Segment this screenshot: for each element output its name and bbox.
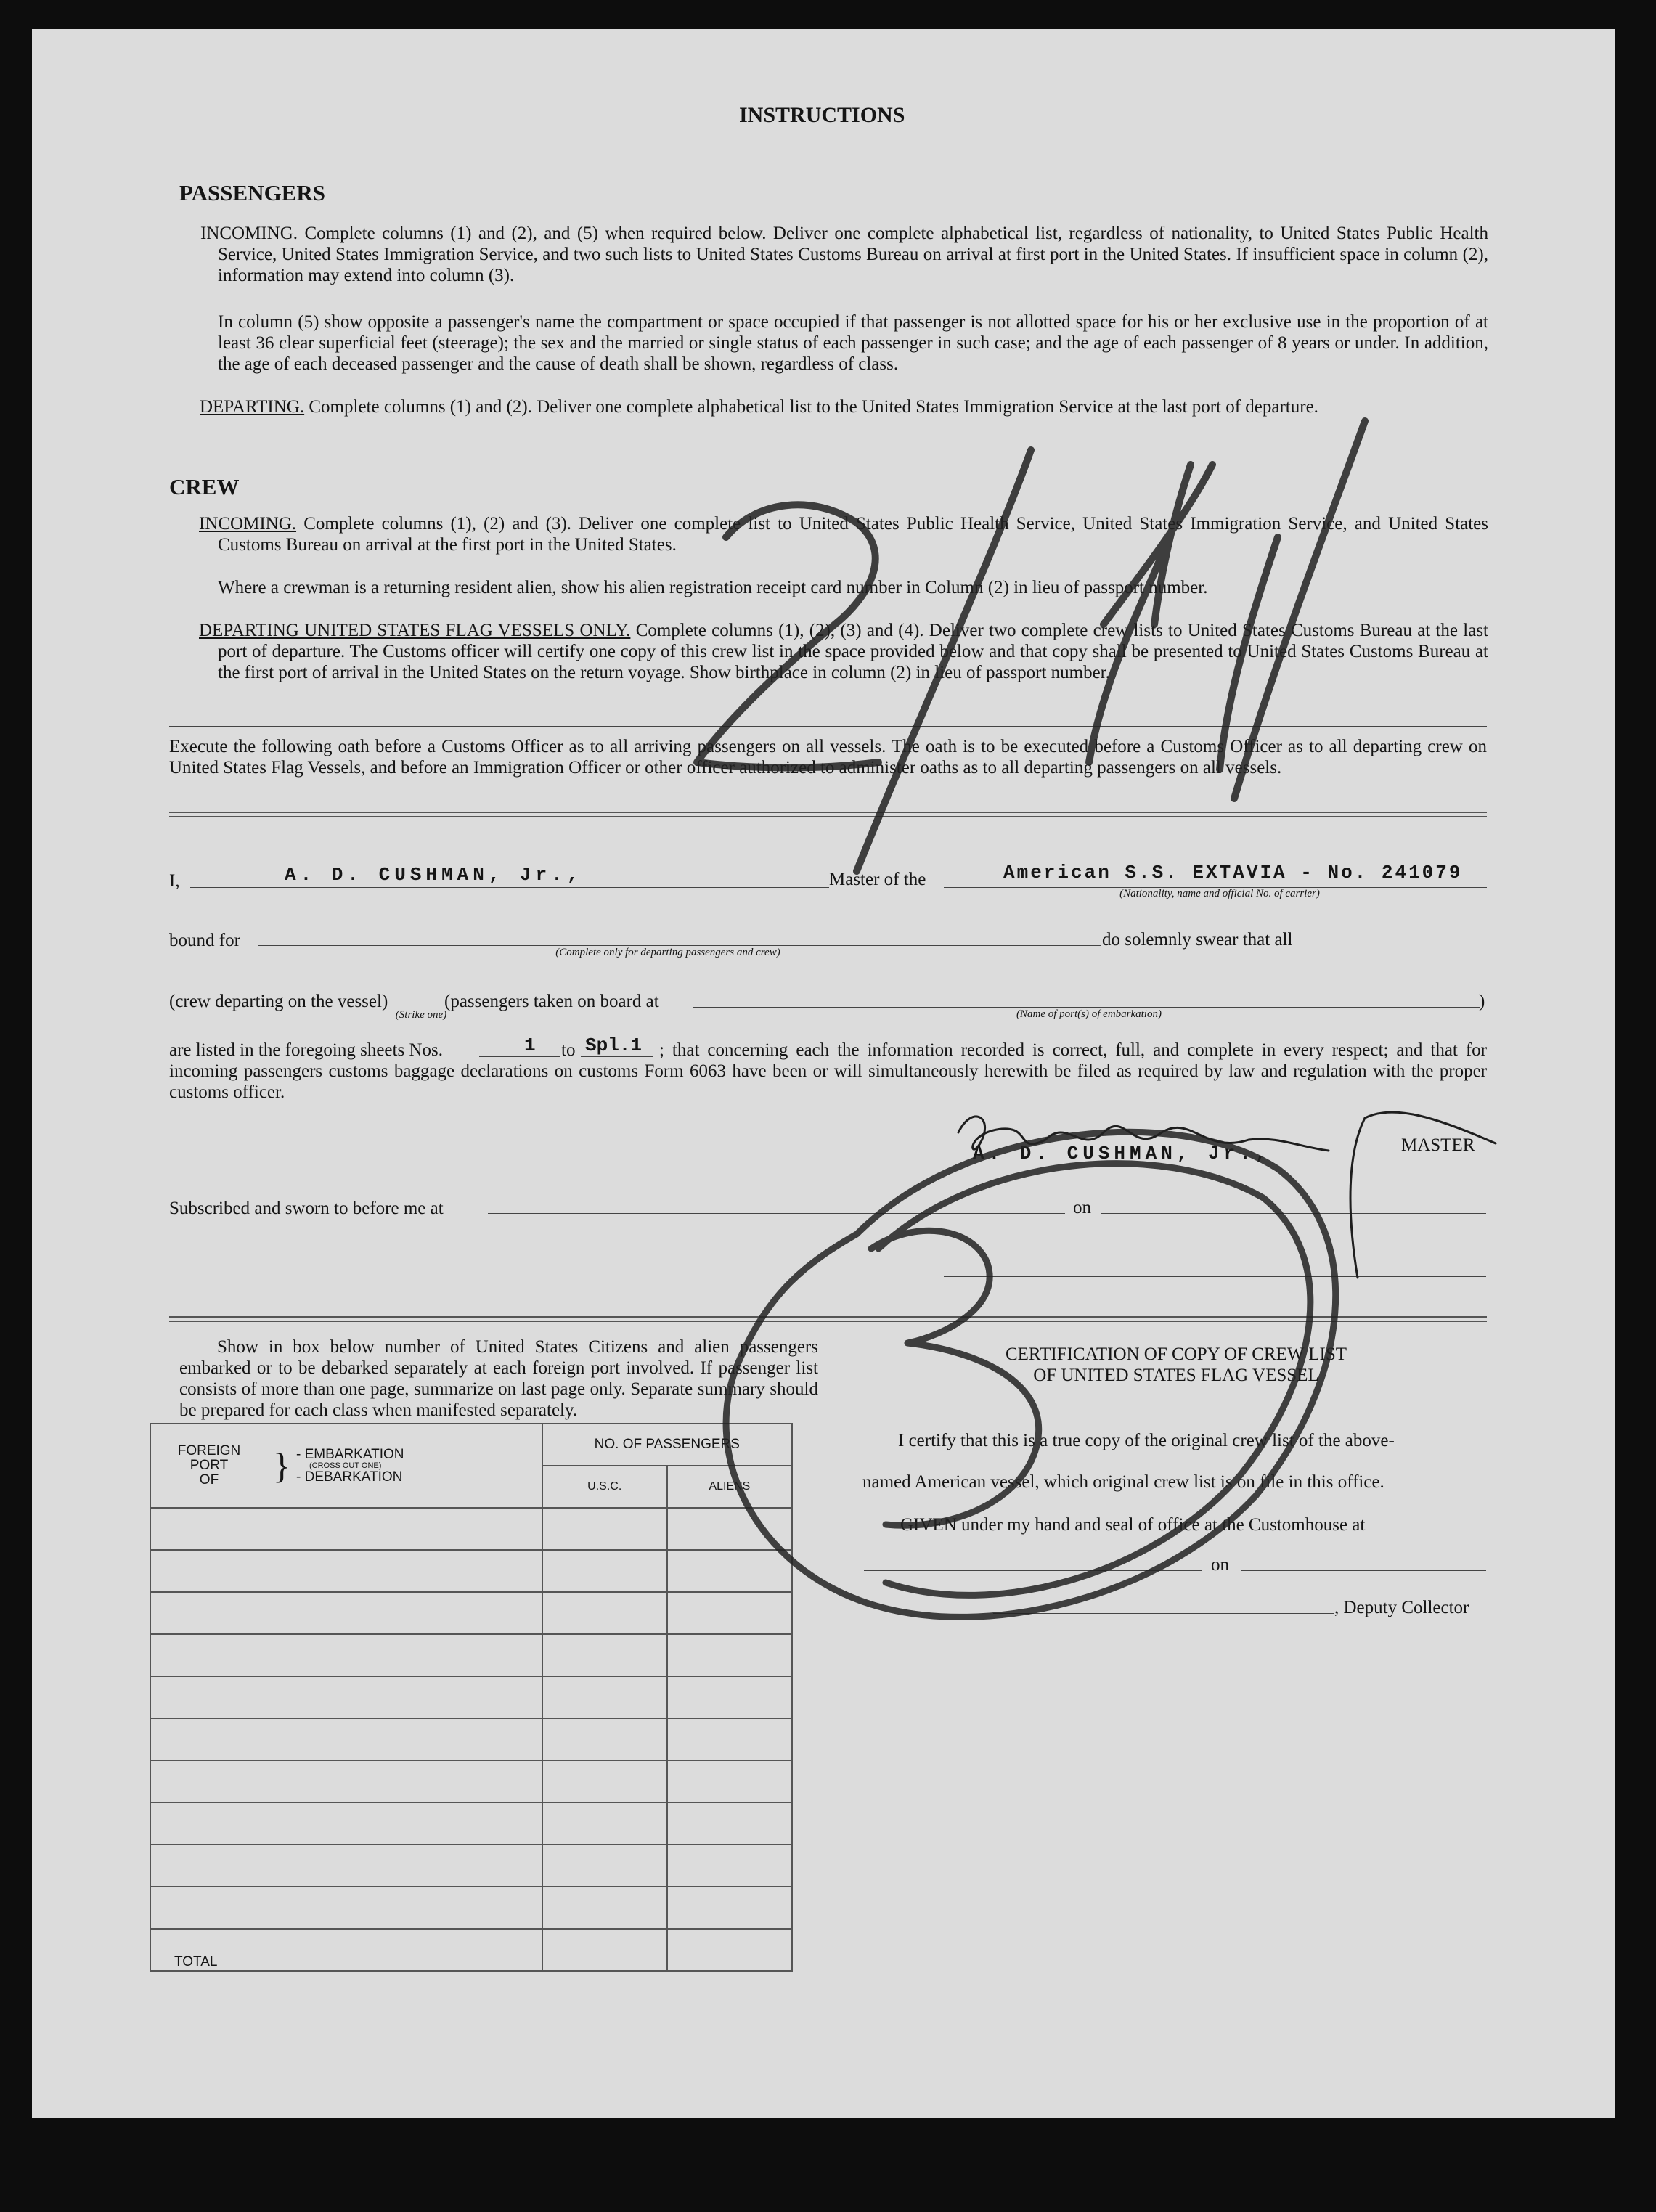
passengers-departing-label: DEPARTING.: [200, 397, 305, 417]
crew-resident-paragraph: Where a crewman is a returning resident alien, show his alien registration receipt card number in Column (2) in lieu of passport number.: [218, 578, 1208, 597]
crew-heading: CREW: [169, 474, 240, 499]
aliens-header: ALIENS: [667, 1466, 792, 1508]
debarkation-option: - DEBARKATION: [296, 1469, 403, 1485]
passengers-departing-text: Complete columns (1) and (2). Deliver one complete alphabetical list to the United States Immigration Service at the last port of departure.: [309, 397, 1318, 417]
certification-title-line1: CERTIFICATION OF COPY OF CREW LIST: [1005, 1344, 1347, 1364]
vessel-caption: (Nationality, name and official No. of carrier): [1119, 888, 1320, 899]
usc-header: U.S.C.: [542, 1466, 667, 1508]
vessel-name: American S.S. EXTAVIA - No. 241079: [1003, 862, 1463, 883]
no-passengers-header: NO. OF PASSENGERS: [542, 1424, 792, 1466]
page-mark-2-11: [697, 421, 1365, 871]
master-label: MASTER: [1401, 1135, 1475, 1155]
passengers-incoming-label: INCOMING.: [200, 224, 298, 243]
close-paren: ): [1479, 992, 1485, 1011]
crew-departing-label: DEPARTING UNITED STATES FLAG VESSELS ONLY.: [199, 621, 631, 640]
deputy-collector-label: , Deputy Collector: [1334, 1598, 1469, 1617]
embarkation-option: - EMBARKATION: [296, 1447, 404, 1462]
subscribed-on-label: on: [1073, 1198, 1091, 1217]
port-header-line: FOREIGN: [177, 1443, 241, 1458]
crew-incoming-text: Complete columns (1), (2) and (3). Deliver one complete list to United States Public Health Service, United States Immigration Service, and United States Customs Bureau on arrival at the first port in the United States.: [218, 514, 1489, 555]
subscribed-label: Subscribed and sworn to before me at: [169, 1199, 444, 1218]
passengers-incoming-text: Complete columns (1) and (2), and (5) when required below. Deliver one complete alphabetical list, regardless of nationality, to United States Public Health Service, United States Immigration Service, and two such lists to United States Customs Bureau on arrival at first port in the United States. If insufficient space in column (2), information may extend into column (3).: [218, 224, 1488, 285]
summary-instructions: Show in box below number of United States Citizens and alien passengers embarked or to be debarked separately at each foreign port involved. If passenger list consists of more than one page, summarize on last page only. Separate summary should be prepared for each class when manifested separately.: [179, 1337, 818, 1420]
listed-text: ; that concerning each the information recorded is correct, full, and complete in every respect; and that for incoming passengers customs baggage declarations on customs Form 6063 have been or will simultaneously herewith be filed as required by law and regulation with the proper customs officer.: [169, 1040, 1487, 1102]
crew-incoming-label: INCOMING.: [199, 514, 297, 534]
master-name: A. D. CUSHMAN, Jr.,: [285, 864, 583, 886]
bound-label: bound for: [169, 931, 240, 950]
crew-departing-choice: (crew departing on the vessel): [169, 992, 388, 1011]
port-header-line: OF: [199, 1472, 219, 1487]
listed-label: are listed in the foregoing sheets Nos.: [169, 1040, 443, 1060]
sheet-from: 1: [524, 1034, 536, 1056]
brace: }: [273, 1445, 290, 1486]
certification-line2: named American vessel, which original crew list is on file in this office.: [862, 1472, 1384, 1492]
ports-caption: (Name of port(s) of embarkation): [1016, 1008, 1162, 1020]
signature-flourish: [1350, 1112, 1496, 1278]
cross-out-note: (CROSS OUT ONE): [309, 1461, 382, 1470]
swear-label: do solemnly swear that all: [1102, 930, 1293, 950]
passengers-taken-choice: (passengers taken on board at: [444, 992, 659, 1011]
crew-departing-text: Complete columns (1), (2), (3) and (4). Deliver two complete crew lists to United States Customs Bureau at the last port of departure. The Customs officer will certify one copy of this crew list in the space provided below and that copy shall be presented to United States Customs Bureau at the first port of arrival in the United States on the return voyage. Show birthplace in column (2) in lieu of passport number.: [218, 621, 1488, 682]
to-label: to: [561, 1040, 576, 1060]
certification-line1: I certify that this is a true copy of the original crew list of the above-: [898, 1431, 1395, 1450]
port-header-line: PORT: [189, 1458, 229, 1473]
certification-line3: GIVEN under my hand and seal of office at the Customhouse at: [900, 1515, 1366, 1535]
oath-i-label: I,: [169, 871, 180, 891]
passengers-column5-paragraph: In column (5) show opposite a passenger's name the compartment or space occupied if that passenger is not allotted space for his or her exclusive use in the proportion of at least 36 clear superficial feet (steerage); the sex and the married or single status of each passenger in such case; and the age of each passenger of 8 years or under. In addition, the age of each deceased passenger and the cause of death shall be shown, regardless of class.: [218, 312, 1488, 374]
bound-caption: (Complete only for departing passengers and crew): [555, 947, 780, 958]
total-label: TOTAL: [150, 1929, 542, 1971]
oath-instructions: Execute the following oath before a Customs Officer as to all arriving passengers on all vessels. The oath is to be executed before a Customs Officer as to all departing crew on United States Flag Vessels, and before an Immigration Officer or other officer authorized to administer oaths as to all departing passengers on all vessels.: [169, 737, 1487, 778]
strike-caption: (Strike one): [395, 1009, 447, 1021]
signature-typed-name: A. D. CUSHMAN, Jr.,: [973, 1143, 1271, 1164]
master-of-label: Master of the: [829, 870, 926, 889]
page-title: INSTRUCTIONS: [739, 103, 905, 127]
certification-title-line2: OF UNITED STATES FLAG VESSEL: [1033, 1366, 1319, 1385]
circled-number-3: [726, 1132, 1336, 1617]
passengers-heading: PASSENGERS: [179, 180, 325, 205]
certification-on-label: on: [1211, 1555, 1229, 1575]
sheet-to: Spl.1: [585, 1034, 643, 1056]
